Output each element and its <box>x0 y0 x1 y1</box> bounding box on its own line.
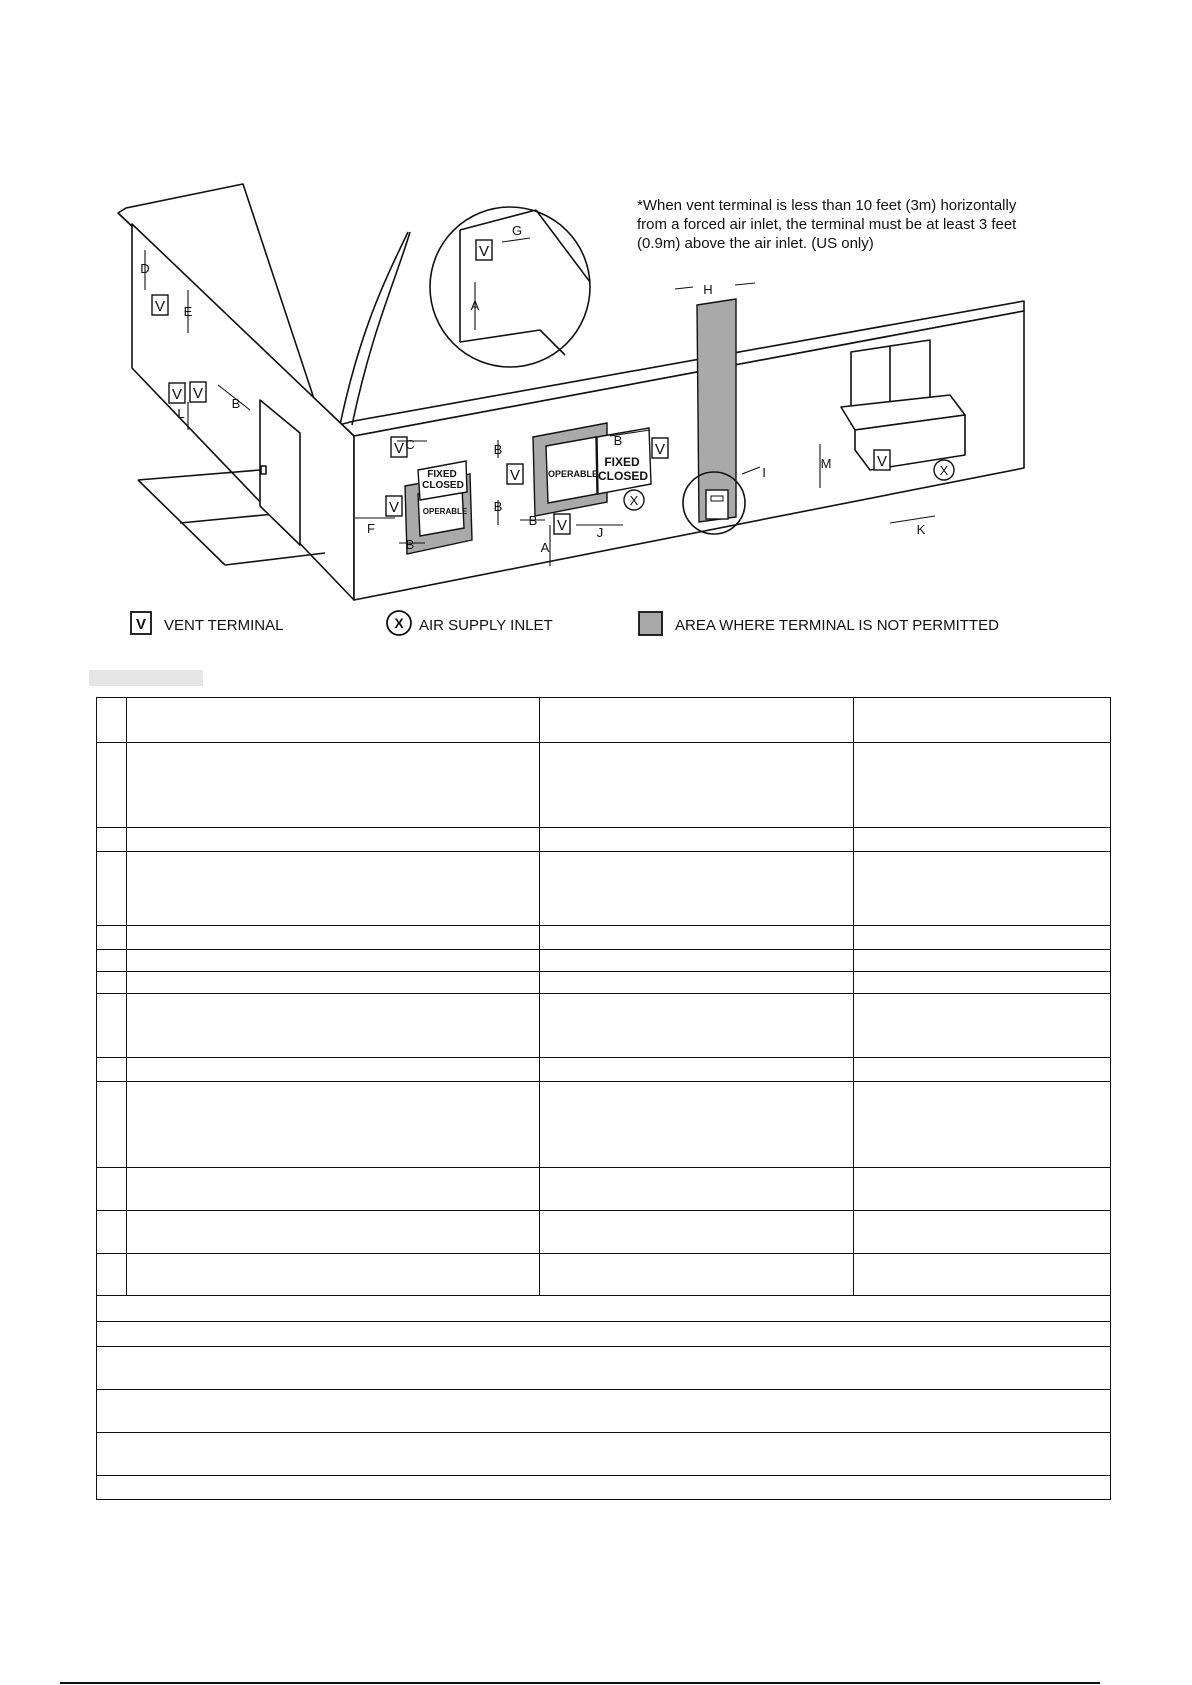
water-heater <box>706 490 728 519</box>
svg-text:V: V <box>556 517 568 534</box>
legend-air-inlet-label: AIR SUPPLY INLET <box>419 617 553 634</box>
table-note-row <box>97 1476 1111 1500</box>
dim-label-H: H <box>703 282 713 297</box>
vent-terminal-symbol <box>874 450 890 470</box>
legend-vent-terminal-label: VENT TERMINAL <box>164 617 284 634</box>
svg-text:X: X <box>394 615 404 631</box>
dim-label-K: K <box>916 522 926 537</box>
roof-hip <box>340 232 408 425</box>
dim-label-I: I <box>762 465 766 480</box>
dim-label-A-circle: A <box>470 298 480 313</box>
svg-text:V: V <box>509 467 521 484</box>
table-note-row <box>97 1390 1111 1433</box>
table-note-row <box>97 1322 1111 1347</box>
svg-text:V: V <box>154 298 166 315</box>
note-line-2: from a forced air inlet, the terminal must be at least 3 feet <box>637 216 1017 233</box>
vent-clearance-diagram <box>0 0 1192 660</box>
magnifier-circle <box>430 207 590 367</box>
vent-terminal-symbol <box>152 295 168 315</box>
vent-terminal-symbol <box>169 383 185 403</box>
vent-terminal-symbol <box>554 514 570 534</box>
dim-label-F: F <box>367 521 375 536</box>
svg-text:X: X <box>939 463 949 478</box>
dim-label-B-bottom: B <box>493 499 503 514</box>
legend-restricted-icon <box>639 612 662 635</box>
table-row <box>97 828 1111 852</box>
legend-restricted-label: AREA WHERE TERMINAL IS NOT PERMITTED <box>675 617 999 634</box>
restricted-area-vertical <box>697 299 736 522</box>
table-header-row <box>97 698 1111 743</box>
air-inlet-symbol <box>624 490 644 510</box>
dim-label-B-right: B <box>613 433 623 448</box>
table-row <box>97 1254 1111 1296</box>
dim-label-D: D <box>140 261 150 276</box>
svg-text:V: V <box>388 499 400 516</box>
svg-text:V: V <box>654 441 666 458</box>
dim-label-E: E <box>183 304 193 319</box>
header-cell-description <box>127 698 540 743</box>
table-row <box>97 1168 1111 1211</box>
dim-label-B-corner: B <box>528 513 538 528</box>
dim-label-B-left: B <box>405 537 415 552</box>
svg-text:V: V <box>876 453 888 470</box>
dim-label-B-door: B <box>231 396 241 411</box>
clearance-table <box>96 697 1111 1500</box>
table-row <box>97 743 1111 828</box>
table-caption-bar <box>89 670 203 686</box>
svg-text:X: X <box>629 493 639 508</box>
dim-label-G: G <box>511 223 523 238</box>
table-row <box>97 1058 1111 1082</box>
air-inlet-symbol <box>934 460 954 480</box>
svg-text:V: V <box>393 440 405 457</box>
vent-terminal-symbol <box>190 382 206 402</box>
window-label-fixed-1: FIXED <box>427 469 457 480</box>
dim-label-M: M <box>820 456 832 471</box>
svg-text:V: V <box>135 616 147 633</box>
vent-terminal-symbol <box>476 240 492 260</box>
dim-label-J: J <box>596 525 604 540</box>
window-label-operable-1: OPERABLE <box>422 507 468 516</box>
window-label-operable-2: OPERABLE <box>547 469 599 479</box>
legend <box>131 611 999 635</box>
table-row <box>97 926 1111 950</box>
table-row <box>97 994 1111 1058</box>
note-line-3: (0.9m) above the air inlet. (US only) <box>637 235 874 252</box>
dim-label-C: C <box>405 437 415 452</box>
vent-terminal-symbol <box>507 464 523 484</box>
window-label-closed-1: CLOSED <box>422 480 464 491</box>
table-row <box>97 972 1111 994</box>
header-cell-canada <box>540 698 854 743</box>
table-row <box>97 852 1111 926</box>
table-row <box>97 1082 1111 1168</box>
vent-terminal-symbol <box>652 438 668 458</box>
header-cell-us <box>854 698 1111 743</box>
note-line-1: *When vent terminal is less than 10 feet (3m) horizontally <box>637 197 1017 214</box>
table-note-row <box>97 1433 1111 1476</box>
vent-terminal-symbol <box>386 496 402 516</box>
svg-text:V: V <box>171 386 183 403</box>
dim-label-L: L <box>177 406 185 421</box>
table-note-row <box>97 1296 1111 1322</box>
window-label-fixed-2: FIXED <box>604 455 640 469</box>
dim-label-B-top: B <box>493 442 503 457</box>
svg-text:V: V <box>192 385 204 402</box>
svg-text:V: V <box>478 243 490 260</box>
header-cell-key <box>97 698 127 743</box>
forced-air-inlet-note <box>637 196 1067 253</box>
table-note-row <box>97 1347 1111 1390</box>
dim-label-A: A <box>540 540 550 555</box>
page-bottom-rule <box>60 1682 1100 1684</box>
table-row <box>97 950 1111 972</box>
table-row <box>97 1211 1111 1254</box>
window-label-closed-2: CLOSED <box>597 469 649 483</box>
